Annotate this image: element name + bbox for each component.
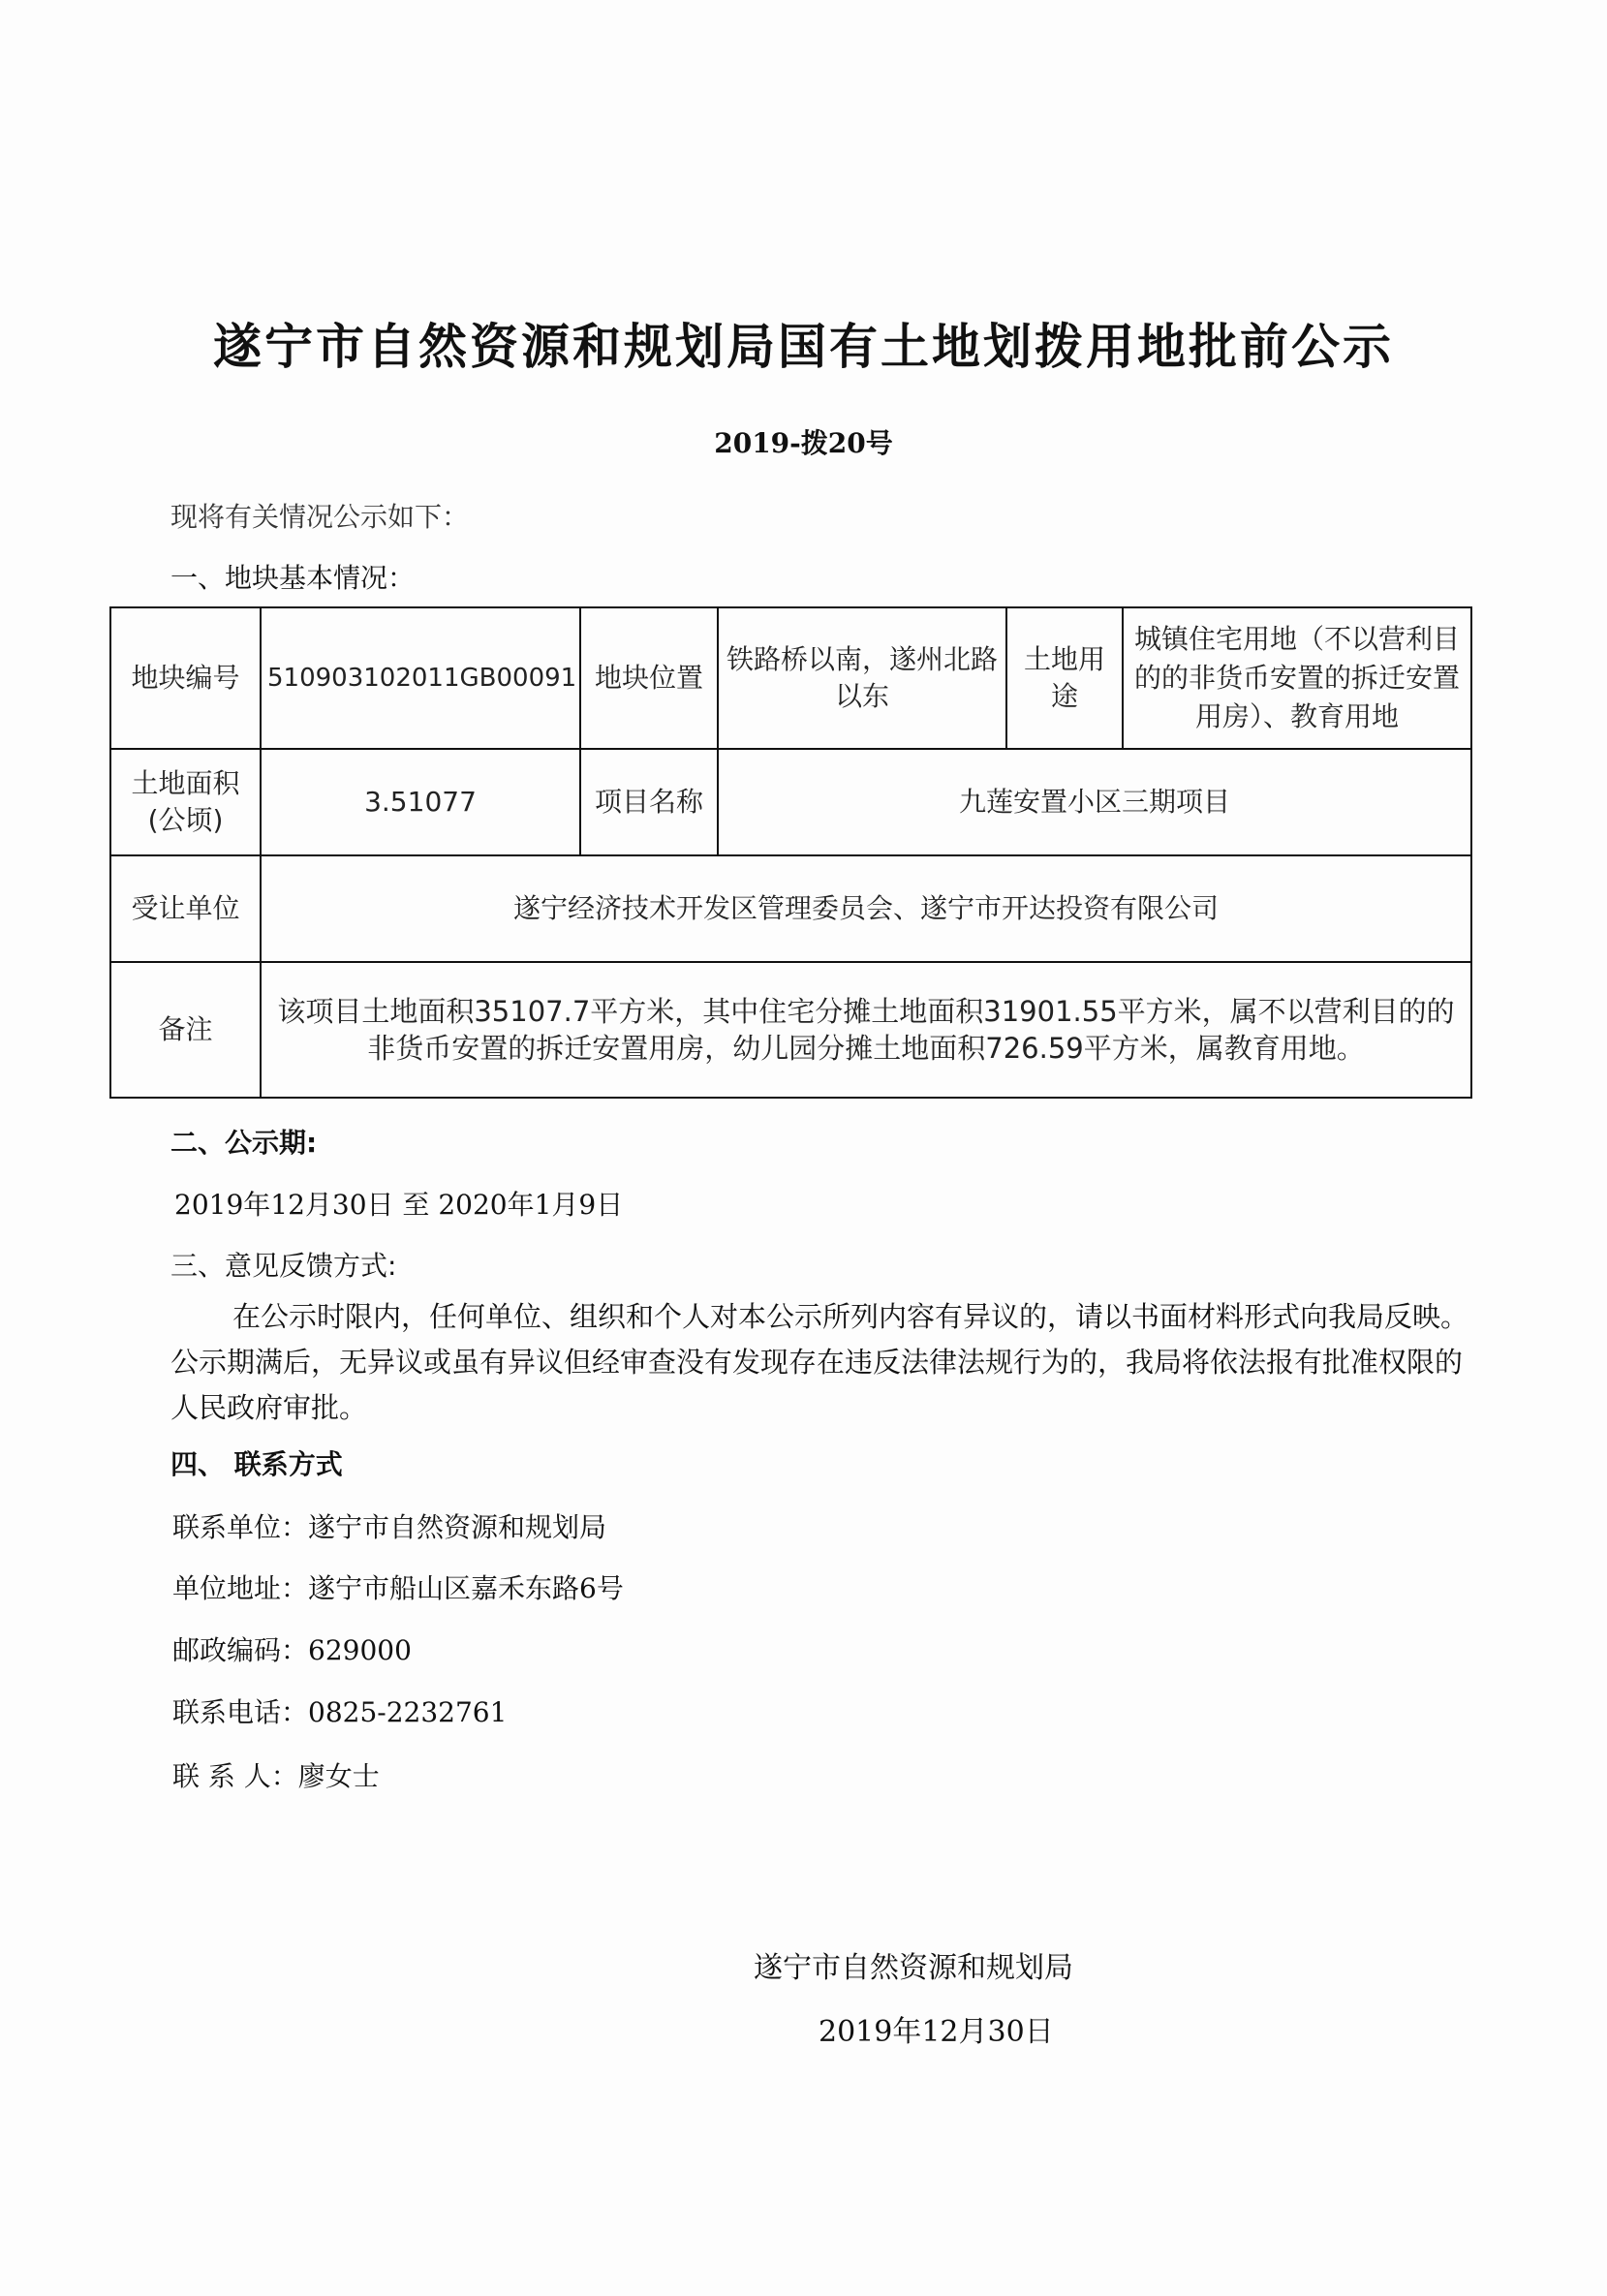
document-title: 遂宁市自然资源和规划局国有土地划拨用地批前公示 xyxy=(213,318,1394,375)
parcel-no-value: 510903102011GB00091 xyxy=(261,607,580,749)
location-value: 铁路桥以南，遂州北路以东 xyxy=(718,607,1006,749)
land-use-label: 土地用途 xyxy=(1006,607,1123,749)
feedback-paragraph: 在公示时限内，任何单位、组织和个人对本公示所列内容有异议的，请以书面材料形式向我局反映。公示期满后，无异议或虽有异议但经审查没有发现存在违反法律法规行为的，我局将依法报有批准权限的人民政府审批。 xyxy=(170,1300,1469,1424)
location-label: 地块位置 xyxy=(580,607,718,749)
signature-organization: 遂宁市自然资源和规划局 xyxy=(754,1951,1073,1985)
section-2-heading: 二、公示期: xyxy=(170,1127,318,1159)
signature-date: 2019年12月30日 xyxy=(819,2015,1054,2049)
parcel-info-table xyxy=(109,606,1472,1099)
document-number: 2019-拨20号 xyxy=(714,427,893,459)
remark-value: 该项目土地面积35107.7平方米，其中住宅分摊土地面积31901.55平方米，属不以营利目的的非货币安置的拆迁安置用房，幼儿园分摊土地面积726.59平方米，属教育用地。 xyxy=(261,962,1471,1098)
area-value: 3.51077 xyxy=(261,749,580,855)
grantee-value: 遂宁经济技术开发区管理委员会、遂宁市开达投资有限公司 xyxy=(261,855,1471,962)
contact-phone: 联系电话：0825-2232761 xyxy=(172,1696,508,1728)
area-label: 土地面积(公顷) xyxy=(110,749,261,855)
section-1-heading: 一、地块基本情况： xyxy=(170,562,416,594)
contact-postcode: 邮政编码：629000 xyxy=(172,1634,412,1666)
contact-unit: 联系单位：遂宁市自然资源和规划局 xyxy=(172,1511,607,1543)
contact-person: 联 系 人：廖女士 xyxy=(172,1760,380,1792)
intro-text: 现将有关情况公示如下： xyxy=(170,501,470,533)
public-period: 2019年12月30日 至 2020年1月9日 xyxy=(174,1189,624,1221)
section-4-heading: 四、 联系方式 xyxy=(170,1448,343,1480)
project-name-label: 项目名称 xyxy=(580,749,718,855)
contact-address: 单位地址：遂宁市船山区嘉禾东路6号 xyxy=(172,1572,624,1604)
remark-label: 备注 xyxy=(110,962,261,1098)
land-use-value: 城镇住宅用地（不以营利目的的非货币安置的拆迁安置用房）、教育用地 xyxy=(1123,607,1471,749)
grantee-label: 受让单位 xyxy=(110,855,261,962)
project-name-value: 九莲安置小区三期项目 xyxy=(718,749,1471,855)
parcel-no-label: 地块编号 xyxy=(110,607,261,749)
section-3-heading: 三、意见反馈方式: xyxy=(170,1250,397,1282)
